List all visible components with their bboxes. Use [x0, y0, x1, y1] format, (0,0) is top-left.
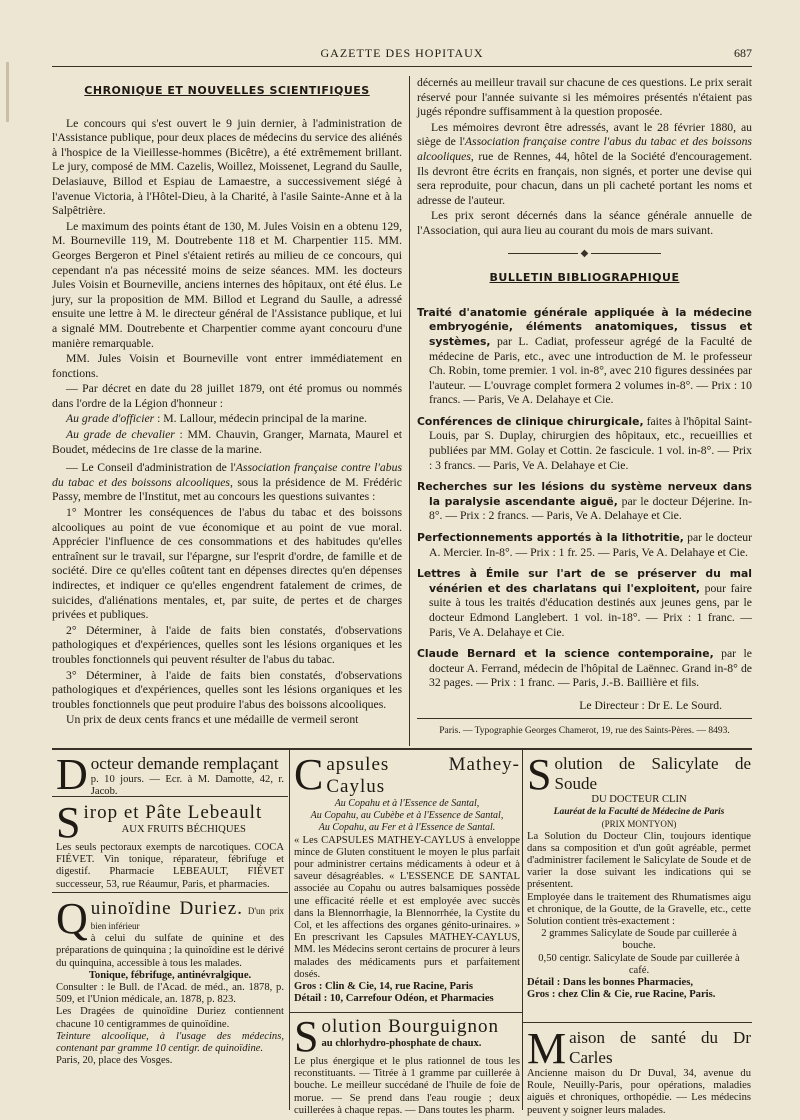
ad-body: Le plus énergique et le plus rationnel de tous les reconstituants. — Titrée à 1 gramme par cuillerée à bouche. Le meilleur succédané de l'huile de foie de morue. — Se prend dans l'eau rougie ; deux cuillerées à chaque repas. — Dans toutes les pharm.	[294, 1056, 520, 1116]
ad-detail: Détail : 10, Carrefour Odéon, et Pharmacies	[294, 993, 494, 1005]
prize-paragraph: Un prix de deux cents francs et une médaille de vermeil seront	[66, 713, 359, 727]
bulletin-title: BULLETIN BIBLIOGRAPHIQUE	[489, 271, 680, 285]
ad-reference: Consulter : le Bull. de l'Acad. de méd., an. 1878, p. 509, et l'Union médicale, an. 1878, p. 823.	[56, 982, 284, 1006]
ad-heading: uinoïdine Duriez.	[90, 898, 243, 919]
ad-heading: olution de Salicylate de Soude	[554, 754, 751, 793]
paragraph	[417, 121, 752, 209]
drop-cap: S	[294, 1012, 319, 1061]
entry-body: par L. Cadiat, professeur agrégé de la Faculté de médecine de Paris, etc., avec une introduction de M. le professeur Ch. Robin, tome premier. 1 vol. in-8°, avec 210 figures dessinées par l'auteur. — L'ouvrage complet formera 2 volumes in-8°. — Prix : 10 francs. — Paris, Ve A. Delahaye et Cie.	[429, 334, 752, 407]
ad-subheading: DU DOCTEUR CLIN	[591, 794, 687, 805]
ad-subheading: Au Copahu, au Cubèbe et à l'Essence de Santal,	[310, 810, 504, 822]
ad-capsules	[294, 750, 520, 1005]
chronique-column	[52, 80, 402, 729]
ad-body: Les seuls pectoraux exempts de narcotiques. COCA FIÉVET. Vin tonique, réparateur, fébrifuge et digestif. Pharmacie LEBEAULT, FIÉVET successeur, 53, rue Réaumur, Paris, et pharmacies.	[56, 842, 284, 890]
question-3: 3° Déterminer, à l'aide de faits bien constatés, d'observations pathologiques et d'expériences, quelles sont les lésions organiques et les troubles fonctionnels que peut produire l'abus des boissons alcooliques.	[52, 668, 402, 711]
bibliography-entry	[417, 531, 752, 560]
paragraph-officier	[52, 412, 402, 427]
ad-subheading: Lauréat de la Faculté de Médecine de Paris	[553, 807, 725, 818]
ad-body: La Solution du Docteur Clin, toujours identique dans sa composition et d'un goût agréable, permet d'administrer facilement le Salicylate de Soude et de varier la dose suivant les indications qui se présentent.	[527, 830, 751, 891]
page-number: 687	[734, 46, 752, 60]
ad-body: à celui du sulfate de quinine et des préparations de quinquina ; la quinoïdine est le dérivé du quinquina, accessible à tous les malades.	[56, 933, 284, 969]
ad-dose: 2 grammes Salicylate de Soude par cuillerée à bouche.	[541, 928, 737, 952]
entry-title: Recherches sur les lésions du système nerveux dans la paralysie ascendante aiguë,	[417, 480, 752, 508]
binding-mark	[6, 62, 9, 122]
ad-separator	[289, 1012, 522, 1013]
question-1: 1° Montrer les conséquences de l'abus du tabac et des boissons alcooliques au point de vue économique et au point de vue moral. Apprécier l'influence de ces consommations et des habitudes qu'elles entraînent sur le travail, sur l'épargne, sur l'esprit d'ordre, de famille et de société. Dire ce qu'elles coûtent tant en dépenses directes qu'en dépenses indirectes, et indiquer ce qu'elles engendrent fatalement de crimes, de suicides, d'aliénations mentales, et, par suite, de pertes et de charges privées et publiques.	[52, 506, 402, 622]
ad-subheading: Au Copahu et à l'Essence de Santal,	[334, 798, 480, 809]
ad-body: Ancienne maison du Dr Duval, 34, avenue du Roule, Neuilly-Paris, pour opérations, maladies aiguës et chroniques, orthopédie. — Les médecins peuvent y soigner leurs malades.	[527, 1068, 751, 1116]
drop-cap: Q	[56, 894, 88, 943]
ad-tagline: Tonique, fébrifuge, antinévralgique.	[88, 969, 252, 981]
ad-bourguignon	[294, 1012, 520, 1117]
text: , rue de Rennes, 44, hôtel de la Société d'encouragement. Ils devront être écrits en français, non signés, et porter une devise qui sera reproduite, pour chacun, dans un pli cacheté portant les noms et adresse de l'auteur.	[417, 149, 752, 207]
question-2: 2° Déterminer, à l'aide de faits bien constatés, d'observations pathologiques et d'expériences, quelles sont les lésions organiques et les troubles fonctionnels qui peuvent résulter de l'abus du tabac.	[52, 623, 402, 666]
entry-body: faites à l'hôpital Saint-Louis, par S. Duplay, chirurgien des hôpitaux, etc., recueillies et publiées par MM. Golay et Cottin. 2e fascicule. 1 vol. in-8°. — Prix : 3 francs. — Paris, Ve A. Delahaye et Cie.	[429, 414, 752, 472]
chronique-title: CHRONIQUE ET NOUVELLES SCIENTIFIQUES	[84, 84, 370, 97]
paragraph: décernés au meilleur travail sur chacune de ces questions. Le prix serait réservé pour l'année suivante si les mémoires présentés n'étaient pas jugés répondre suffisamment à la question proposée.	[417, 76, 752, 119]
ad-docteur	[56, 750, 284, 799]
page-header	[52, 44, 752, 66]
ad-body: Employée dans le traitement des Rhumatismes aigu et chronique, de la Goutte, de la Gravelle, etc., cette Solution contient très-exactement :	[527, 891, 751, 928]
entry-title: Perfectionnements apportés à la lithotritie,	[417, 531, 684, 545]
bibliography-entry	[417, 415, 752, 473]
drop-cap: D	[56, 750, 88, 799]
header-rule	[52, 66, 752, 67]
association-name: Association française contre l'abus du tabac et des boissons alcooliques	[417, 135, 752, 163]
right-column	[417, 76, 752, 738]
ad-subheading: AUX FRUITS BÉCHIQUES	[121, 824, 246, 835]
ad-address: Paris, 20, place des Vosges.	[56, 1055, 173, 1067]
ad-separator	[52, 892, 288, 893]
paragraph: Le concours qui s'est ouvert le 9 juin dernier, à l'administration de l'Assistance publique, pour deux places de médecins du service des aliénés à l'hospice de la Vieillesse-hommes (Bicêtre), a été extrêmement brillant. Le jury, composé de MM. Cazelis, Woillez, Moissenet, Legrand du Saulle, Delasiauve, Billod et Espiau de Lamaestre, a successivement siégé à l'avenue Victoria, à l'Hôtel-Dieu, à la Charité, à l'asile Sainte-Anne et à la Salpêtrière.	[52, 116, 402, 218]
ad-maison	[527, 1024, 751, 1117]
ad-sirop	[56, 798, 284, 891]
ad-teinture: Teinture alcoolique, à l'usage des médecins, contenant par gramme 10 centigr. de quinoïdine.	[56, 1030, 284, 1055]
column-separator	[409, 76, 410, 746]
ad-quinoidine	[56, 894, 284, 1067]
paragraph: — Par décret en date du 28 juillet 1879, ont été promus ou nommés dans l'ordre de la Légion d'honneur :	[52, 382, 402, 410]
text: — Le Conseil d'administration de l'	[66, 461, 236, 475]
ad-column-separator	[522, 750, 523, 1110]
ad-body: « Les CAPSULES MATHEY-CAYLUS à enveloppe mince de Gluten constituent le moyen le plus parfait pour administrer certains médicaments à odeur et à saveur désagréables. « L'ESSENCE DE SANTAL associée au Copahu ou autres balsamiques possède une efficacité réelle et est employée avec succès dans la Blennorrhagie, la Blennorrhée, la Cystite du Col, et les affections des organes génito-urinaires. » En prescrivant les Capsules MATHEY-CAYLUS, MM. les Médecins seront certains de procurer à leurs malades des médicaments purs et parfaitement dosés.	[294, 834, 520, 980]
text: Les mémoires devront être adressés, avant le 28 février 1880, au siège de l'	[417, 120, 752, 149]
paragraph: MM. Jules Voisin et Bourneville vont entrer immédiatement en fonctions.	[52, 352, 402, 380]
chevalier-text: : MM. Chauvin, Granger, Marnata, Maurel et Boudet, médecins de 1re classe de la marine.	[52, 428, 403, 456]
journal-title: GAZETTE DES HOPITAUX	[320, 46, 484, 60]
officier-label: Au grade d'officier	[66, 412, 155, 426]
ad-detail: Détail : Dans les bonnes Pharmacies,	[527, 977, 693, 989]
entry-title: Claude Bernard et la science contemporaine,	[417, 647, 714, 661]
ad-separator	[522, 1022, 752, 1023]
ad-dragees: Les Dragées de quinoïdine Duriez contiennent chacune 10 centigrammes de quinoïdine.	[56, 1006, 284, 1030]
drop-cap: M	[527, 1024, 567, 1073]
ad-column-separator	[289, 750, 290, 1110]
entry-body: par le docteur Déjerine. In-8°. — Prix : 2 francs. — Paris, Ve A. Delahaye et Cie.	[429, 494, 753, 523]
ad-separator	[52, 796, 288, 797]
entry-body: pour faire suite à tous les traités d'éducation destinés aux jeunes gens, par le docteur Edmond Langlebert. 1 vol. in-18°. — Prix : 1 franc. — Paris, Ve A. Delahaye et Cie.	[429, 581, 752, 639]
ad-heading: aison de santé du Dr Carles	[569, 1028, 751, 1067]
ad-salicylate	[527, 750, 751, 1001]
paragraph-conseil	[52, 461, 402, 505]
association-name: Association française contre l'abus du tabac et des boissons alcooliques	[52, 461, 402, 489]
entry-body: par le docteur A. Mercier. In-8°. — Prix : 1 fr. 25. — Paris, Ve A. Delahaye et Cie.	[429, 531, 752, 559]
ad-gros: Gros : Clin & Cie, 14, rue Racine, Paris	[294, 981, 473, 993]
paragraph: Le maximum des points étant de 130, M. Jules Voisin en a obtenu 129, M. Bourneville 119, M. Doutrebente 118 et M. Charpentier 115. MM. Georges Bergeron et Pinel s'étaient retirés au milieu de ce concours, qui cependant n'a pas nécessité moins de seize séances. MM. les docteurs Jules Voisin et Bourneville, anciens internes des hôpitaux, ont été élus. Le jury, sur la proposition de MM. Billod et Legrand du Saulle, a adressé ensuite une lettre à M. le directeur général de l'Assistance publique, et lui a signalé MM. Doutrebente et Charpentier comme ayant concouru d'une manière remarquable.	[52, 219, 402, 350]
drop-cap: C	[294, 750, 324, 799]
entry-title: Conférences de clinique chirurgicale,	[417, 414, 644, 428]
ad-body: p. 10 jours. — Ecr. à M. Damotte, 42, r. Jacob.	[90, 774, 284, 798]
chevalier-label: Au grade de chevalier	[66, 428, 175, 442]
ad-heading: irop et Pâte Lebeault	[83, 802, 263, 823]
ad-dose: 0,50 centigr. Salicylate de Soude par cuillerée à café.	[538, 952, 740, 976]
entry-body: par le docteur A. Ferrand, médecin de l'hôpital de Laënnec. Grand in-8° de 32 pages. — Prix : 1 franc. — Paris, J.-B. Baillière et fils.	[429, 647, 752, 690]
ad-heading: apsules Mathey-Caylus	[326, 754, 520, 797]
directeur-signature: Le Directeur : Dr E. Le Sourd.	[579, 698, 722, 712]
ad-heading: octeur demande remplaçant	[90, 754, 279, 773]
paragraph-chevalier	[52, 428, 402, 457]
ornament-divider: ◆	[417, 247, 752, 262]
bibliography-entry	[417, 306, 752, 408]
officier-text: : M. Lallour, médecin principal de la marine.	[154, 412, 367, 426]
ad-subheading: au chlorhydro-phosphate de chaux.	[321, 1038, 482, 1049]
ads-top-rule	[52, 748, 752, 750]
bibliography-entry	[417, 647, 752, 691]
ad-heading: olution Bourguignon	[321, 1016, 500, 1037]
bibliography-entry	[417, 480, 752, 524]
bibliography-entry	[417, 567, 752, 640]
drop-cap: S	[56, 798, 81, 847]
drop-cap: S	[527, 750, 552, 799]
imprint: Paris. — Typographie Georges Chamerot, 19, rue des Saints-Pères. — 8493.	[417, 718, 752, 739]
ad-price-note: D'un prix bien inférieur	[90, 906, 284, 931]
ad-subheading: (PRIX MONTYON)	[601, 819, 677, 830]
ad-subheading: Au Copahu, au Fer et à l'Essence de Santal.	[318, 822, 496, 834]
paragraph: Les prix seront décernés dans la séance générale annuelle de l'Association, qui aura lieu au courant du mois de mars suivant.	[417, 209, 752, 237]
ad-gros: Gros : chez Clin & Cie, rue Racine, Paris.	[527, 989, 716, 1001]
entry-title: Lettres à Émile sur l'art de se préserver du mal vénérien et des charlatans qui l'exploitent,	[417, 567, 752, 595]
entry-title: Traité d'anatomie générale appliquée à la médecine embryogénie, éléments anatomiques, tissus et systèmes,	[417, 305, 752, 348]
text: , sous la présidence de M. Frédéric Passy, membre de l'Institut, met au concours les questions suivantes :	[52, 475, 402, 504]
